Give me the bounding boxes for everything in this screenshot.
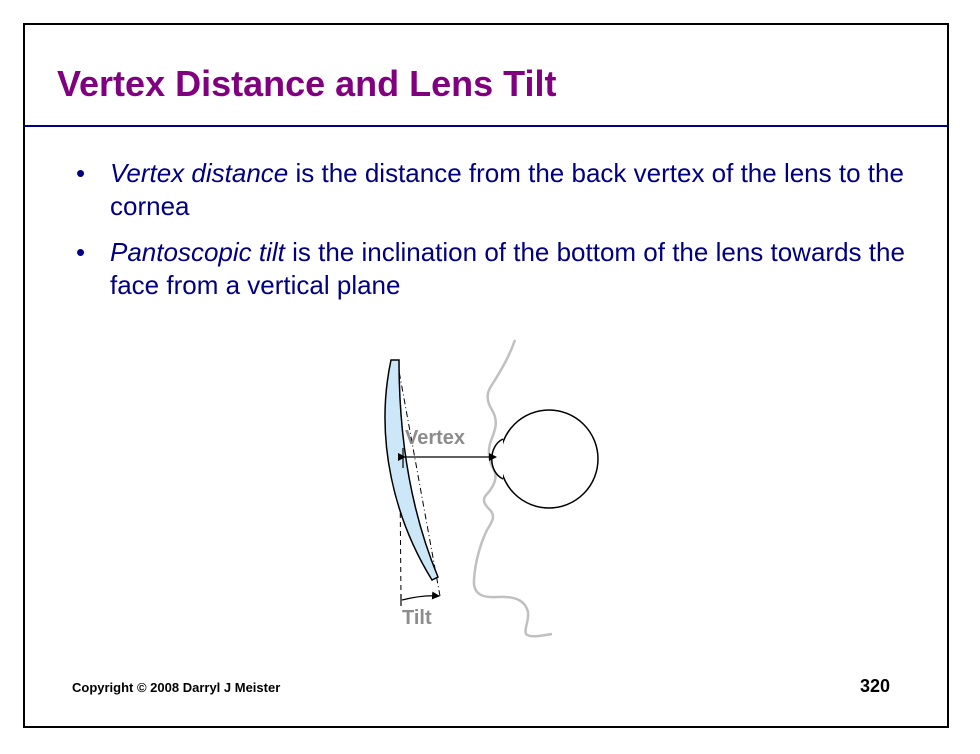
vertex-label: Vertex [405,427,466,449]
eye-globe [500,410,598,508]
cornea [492,439,503,479]
lens [385,360,438,580]
tilt-arc-arrow [402,596,439,600]
bullet-term: Pantoscopic tilt [110,237,285,267]
tilt-label: Tilt [402,607,432,629]
page-number: 320 [860,676,891,696]
bullet-glyph: • [76,237,86,267]
bullet-glyph: • [76,158,86,188]
bullet-text: is the distance from the back vertex of the lens to the cornea [110,158,904,221]
slide-title: Vertex Distance and Lens Tilt [57,63,557,104]
bullet-term: Vertex distance [110,158,289,188]
copyright-footer: Copyright © 2008 Darryl J Meister [72,680,281,695]
bullet-text: is the inclination of the bottom of the lens towards the face from a vertical plane [110,237,905,300]
